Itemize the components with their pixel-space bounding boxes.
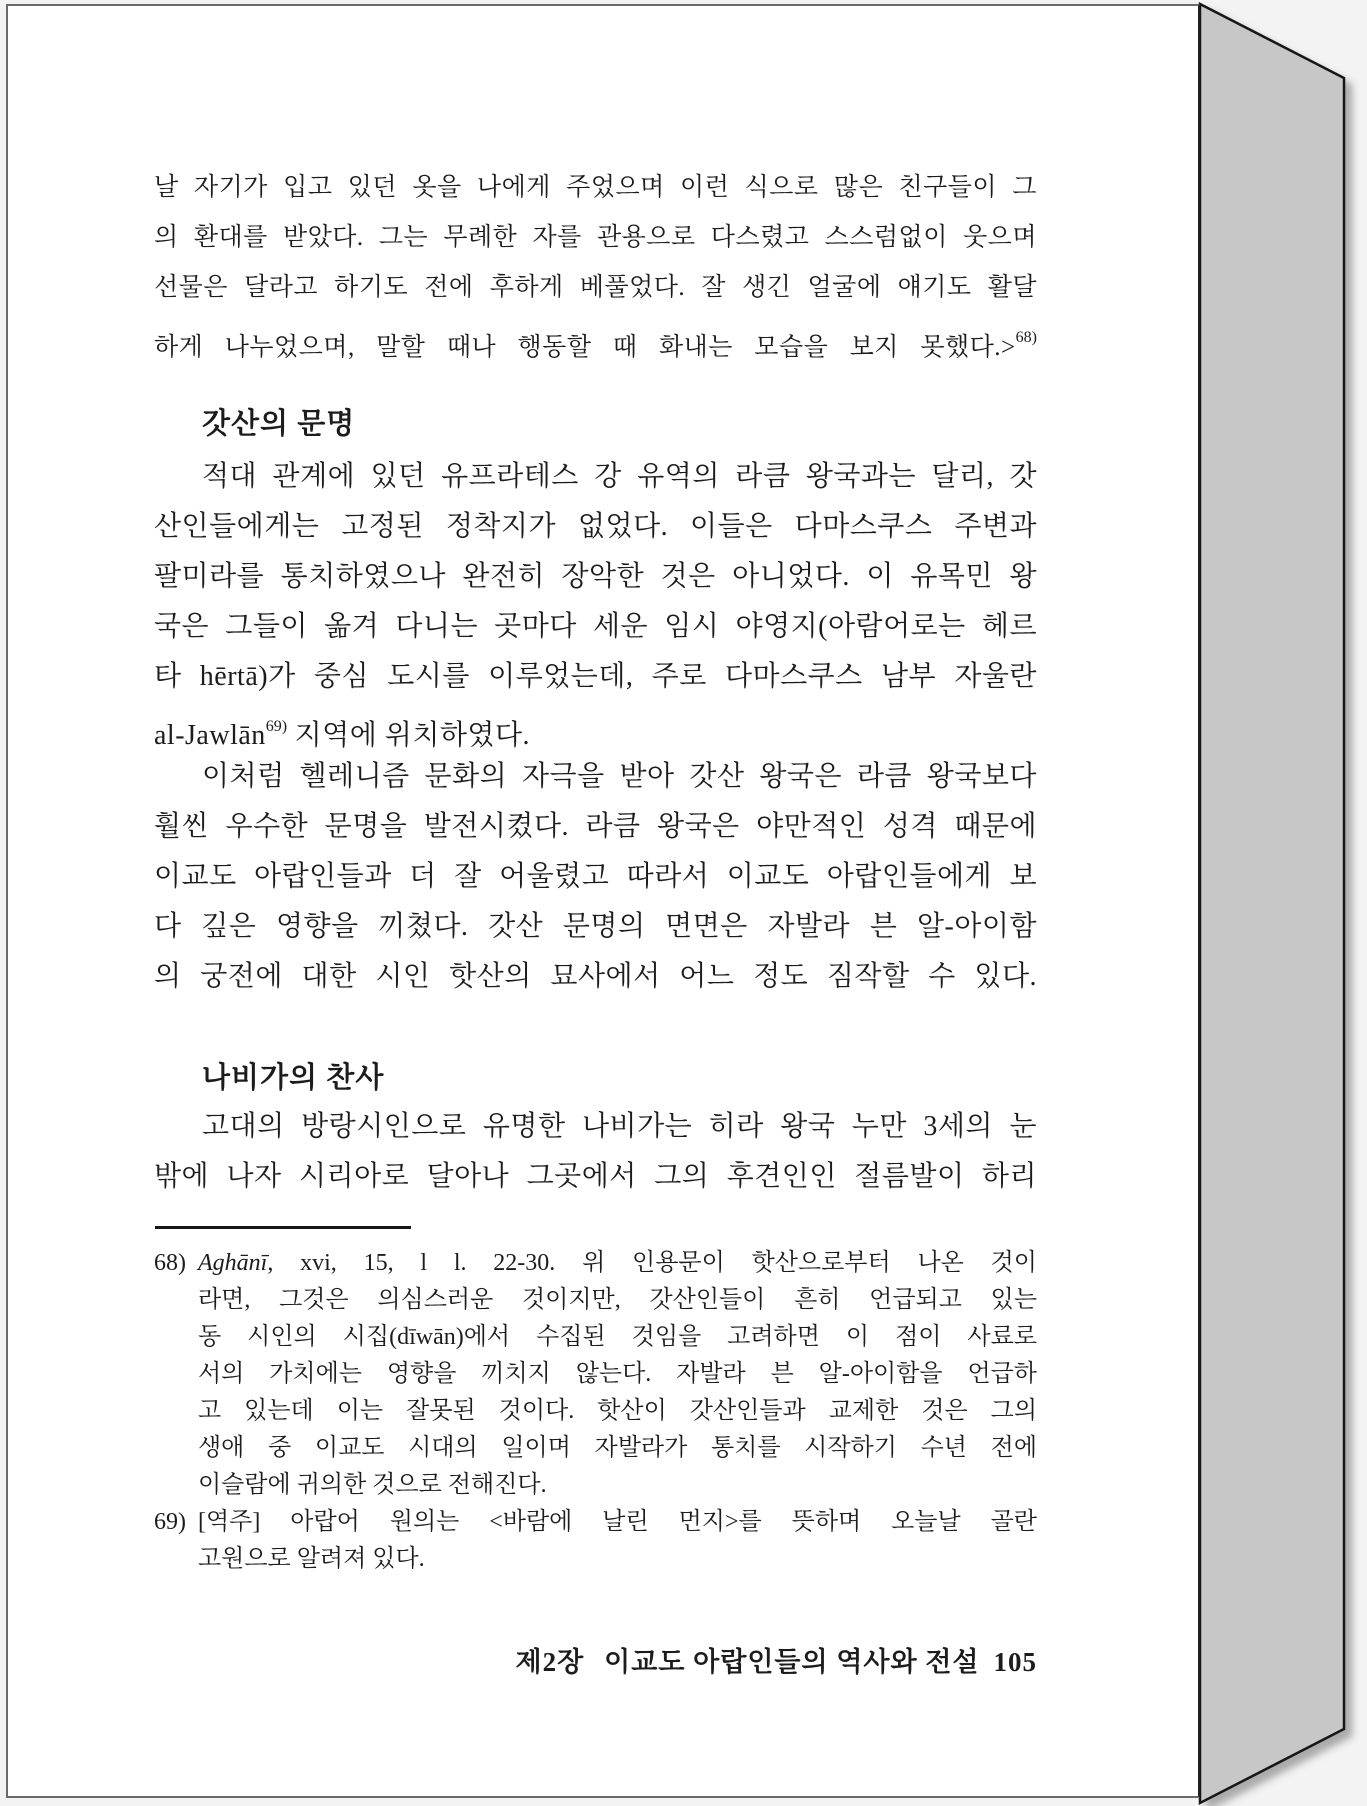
- body-line: 팔미라를 통치하였으나 완전히 장악한 것은 아니었다. 이 유목민 왕: [154, 561, 1037, 592]
- chapter-title: 이교도 아랍인들의 역사와 전설: [604, 1647, 980, 1677]
- body-line: 타 hērtā)가 중심 도시를 이루었는데, 주로 다마스쿠스 남부 자울란: [154, 661, 1037, 692]
- section-heading-ghassan-civilization: 갓산의 문명: [202, 408, 356, 440]
- footnote-text: [역주] 아랍어 원의는 <바람에 날린 먼지>를 뜻하며 오늘날 골란: [198, 1509, 1037, 1535]
- quote-line: 선물은 달라고 하기도 전에 후하게 베풀었다. 잘 생긴 얼굴에 얘기도 활달: [154, 274, 1037, 301]
- paragraph: [154, 752, 1037, 1002]
- footnote-separator: [155, 1226, 411, 1229]
- chapter-label: 제2장: [515, 1647, 585, 1677]
- page-number: 105: [993, 1647, 1037, 1677]
- body-line: 밖에 나자 시리아로 달아나 그곳에서 그의 후견인인 절름발이 하리: [154, 1161, 1037, 1192]
- footnote-69-line: 고원으로 알려져 있다.: [198, 1546, 425, 1572]
- footnote-ref-69: 69): [265, 718, 288, 735]
- body-line: 다 깊은 영향을 끼쳤다. 갓산 문명의 면면은 자발라 븐 알-아이함: [154, 911, 1037, 942]
- quote-line: [154, 313, 1037, 363]
- body-line: [154, 702, 1037, 752]
- citation-title: Aghānī: [198, 1250, 268, 1276]
- page-footer: [154, 1640, 1037, 1679]
- block-quote: [154, 163, 1037, 363]
- footnotes: [154, 1245, 1037, 1578]
- body-line: 산인들에게는 고정된 정착지가 없었다. 이들은 다마스쿠스 주변과: [154, 511, 1037, 542]
- section-heading-nabigha-praise: 나비가의 찬사: [202, 1062, 385, 1094]
- footnote-68-line: 고 있는데 이는 잘못된 것이다. 핫산이 갓산인들과 교제한 것은 그의: [198, 1398, 1037, 1424]
- footnote-69-line: [154, 1504, 1037, 1541]
- body-line: 고대의 방랑시인으로 유명한 나비가는 히라 왕국 누만 3세의 눈: [202, 1111, 1037, 1142]
- book-block-edge: [1200, 4, 1344, 1803]
- footnote-number: 69): [154, 1509, 186, 1535]
- footnote-68-line: [154, 1245, 1037, 1282]
- body-line: 이교도 아랍인들과 더 잘 어울렸고 따라서 이교도 아랍인들에게 보: [154, 861, 1037, 892]
- quote-line: 날 자기가 입고 있던 옷을 나에게 주었으며 이런 식으로 많은 친구들이 그: [154, 174, 1037, 201]
- footnote-68-line: 이슬람에 귀의한 것으로 전해진다.: [198, 1472, 547, 1498]
- body-line: 의 궁전에 대한 시인 핫산의 묘사에서 어느 정도 짐작할 수 있다.: [154, 961, 1037, 992]
- footnote-text: , xvi, 15, l l. 22-30. 위 인용문이 핫산으로부터 나온 것이: [267, 1250, 1037, 1276]
- footnote-68-line: 동 시인의 시집(dīwān)에서 수집된 것임을 고려하면 이 점이 사료로: [198, 1324, 1037, 1350]
- body-line: 국은 그들이 옮겨 다니는 곳마다 세운 임시 야영지(아람어로는 헤르: [154, 611, 1037, 642]
- quote-text: 하게 나누었으며, 말할 때나 행동할 때 화내는 모습을 보지 못했다.>: [154, 334, 1016, 361]
- page: [6, 4, 1200, 1798]
- body-text: 지역에 위치하였다.: [287, 720, 531, 751]
- latin-term: al-Jawlān: [154, 720, 266, 751]
- paragraph: [154, 1102, 1037, 1202]
- paragraph: [154, 452, 1037, 752]
- footnote-68-line: 생애 중 이교도 시대의 일이며 자발라가 통치를 시작하기 수년 전에: [198, 1435, 1037, 1461]
- body-line: 훨씬 우수한 문명을 발전시켰다. 라큼 왕국은 야만적인 성격 때문에: [154, 811, 1037, 842]
- footnote-ref-68: 68): [1015, 329, 1037, 346]
- body-line: 이처럼 헬레니즘 문화의 자극을 받아 갓산 왕국은 라큼 왕국보다: [202, 761, 1037, 792]
- footnote-68-line: 서의 가치에는 영향을 끼치지 않는다. 자발라 븐 알-아이함을 언급하: [198, 1361, 1037, 1387]
- quote-line: 의 환대를 받았다. 그는 무례한 자를 관용으로 다스렸고 스스럼없이 웃으며: [154, 224, 1037, 251]
- body-line: 적대 관계에 있던 유프라테스 강 유역의 라큼 왕국과는 달리, 갓: [202, 461, 1037, 492]
- footnote-68-line: 라면, 그것은 의심스러운 것이지만, 갓산인들이 흔히 언급되고 있는: [198, 1287, 1037, 1313]
- footnote-number: 68): [154, 1250, 186, 1276]
